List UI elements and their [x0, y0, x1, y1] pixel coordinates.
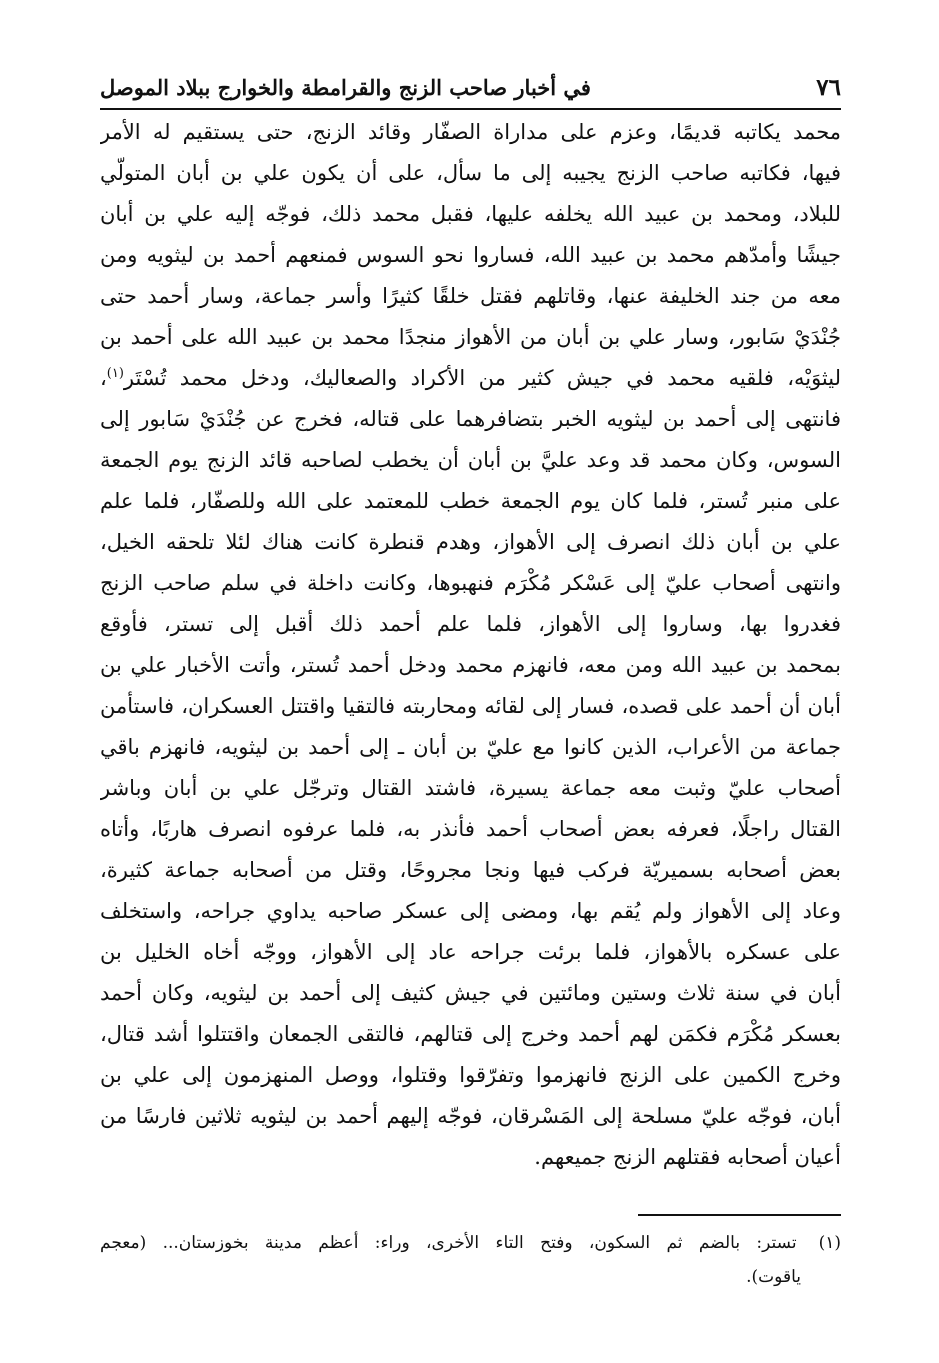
text-line: بعض أصحابه بسميريّة فركب فيها ونجا مجروحًا، وقتل من أصحابه جماعة كثيرة، — [100, 858, 841, 882]
page-number: ٧٦ — [816, 74, 841, 101]
text-line: أبان في سنة ثلاث وستين ومائتين في جيش كثيف إلى أحمد بن ليثويه، وكان أحمد — [100, 981, 841, 1005]
footnote — [100, 1226, 841, 1294]
text-line-final: أعيان أصحابه فقتلهم الزنج جميعهم. — [534, 1145, 841, 1169]
text-line: جُنْدَيْ سَابور، وسار علي بن أبان من الأهواز منجدًا محمد بن عبيد الله على أحمد بن — [100, 325, 841, 349]
text-segment: ليثوَيْه، فلقيه محمد في جيش كثير من الأكراد والصعاليك، ودخل محمد تُسْتَر — [123, 366, 841, 390]
text-line: بعسكر مُكْرَم فكمَن لهم أحمد وخرج إلى قتالهم، فالتقى الجمعان واقتتلوا أشد قتال، — [100, 1022, 841, 1046]
footnote-line: ياقوت). — [746, 1267, 801, 1287]
footnote-divider — [638, 1214, 841, 1216]
text-line: للبلاد، ومحمد بن عبيد الله يخلفه عليها، فقبل محمد ذلك، فوجّه إليه علي بن أبان — [100, 202, 841, 226]
running-title: في أخبار صاحب الزنج والقرامطة والخوارج ببلاد الموصل — [100, 75, 591, 100]
text-line: أبان أن أحمد على قصده، فسار إلى لقائه ومحاربته فالتقيا واقتتل العسكران، فاستأمن — [100, 694, 841, 718]
text-line: أصحاب عليّ وثبت معه جماعة يسيرة، فاشتد القتال وترجّل علي بن أبان وباشر — [100, 776, 841, 800]
footnote-text: تستر: بالضم ثم السكون، وفتح التاء الأخرى، وراء: أعظم مدينة بخوزستان... (معجم — [100, 1233, 797, 1253]
text-line: جيشًا وأمدّهم محمد بن عبيد الله، فساروا نحو السوس فمنعهم أحمد بن ليثويه ومن — [100, 243, 841, 267]
text-line: معه من جند الخليفة عنها، وقاتلهم فقتل خلقًا كثيرًا وأسر جماعة، وسار أحمد حتى — [100, 284, 841, 308]
text-line: بمحمد بن عبيد الله ومن معه، فانهزم محمد ودخل أحمد تُستر، وأتت الأخبار علي بن — [100, 653, 841, 677]
text-line-with-footnote — [100, 358, 841, 399]
page-header — [100, 58, 841, 110]
text-line: فانتهى إلى أحمد بن ليثويه الخبر بتضافرهما على قتاله، فخرج عن جُنْدَيْ سَابور إلى — [100, 407, 841, 431]
footnote-marker: (١) — [106, 366, 124, 381]
text-line: فيها، فكاتبه صاحب الزنج يجيبه إلى ما سأل، على أن يكون علي بن أبان المتولّي — [100, 161, 841, 185]
text-line: القتال راجلًا، فعرفه بعض أصحاب أحمد فأنذر به، فلما عرفوه انصرف هاربًا، وأتاه — [100, 817, 841, 841]
text-line: علي بن أبان ذلك انصرف إلى الأهواز، وهدم قنطرة كانت هناك لئلا تلحقه الخيل، — [100, 530, 841, 554]
text-line: وعاد إلى الأهواز ولم يُقم بها، ومضى إلى عسكر صاحبه يداوي جراحه، واستخلف — [100, 899, 841, 923]
text-line: وانتهى أصحاب عليّ إلى عَسْكر مُكْرَم فنهبوها، وكانت داخلة في سلم صاحب الزنج — [100, 571, 841, 595]
text-line: محمد يكاتبه قديمًا، وعزم على مداراة الصفّار وقائد الزنج، حتى يستقيم له الأمر — [100, 120, 841, 144]
footnote-line — [100, 1226, 841, 1260]
text-line: أبان، فوجّه عليّ مسلحة إلى المَسْرقان، فوجّه إليهم أحمد بن ليثويه ثلاثين فارسًا من — [100, 1104, 841, 1128]
text-line: السوس، وكان محمد قد وعد عليَّ بن أبان أن يخطب لصاحبه قائد الزنج يوم الجمعة — [100, 448, 841, 472]
text-line: على عسكره بالأهواز، فلما برئت جراحه عاد إلى الأهواز، ووجّه أخاه الخليل بن — [100, 940, 841, 964]
text-segment: ، — [100, 366, 107, 390]
text-line: جماعة من الأعراب، الذين كانوا مع عليّ بن أبان ـ إلى أحمد بن ليثويه، فانهزم باقي — [100, 735, 841, 759]
text-line: على منبر تُستر، فلما كان يوم الجمعة خطب للمعتمد على الله وللصفّار، فلما علم — [100, 489, 841, 513]
text-line: فغدروا بها، وساروا إلى الأهواز، فلما علم أحمد ذلك أقبل إلى تستر، فأوقع — [100, 612, 841, 636]
body-text — [100, 112, 841, 1178]
text-line: وخرج الكمين على الزنج فانهزموا وتفرّقوا وقتلوا، ووصل المنهزمون إلى علي بن — [100, 1063, 841, 1087]
footnote-number: (١) — [818, 1233, 841, 1253]
